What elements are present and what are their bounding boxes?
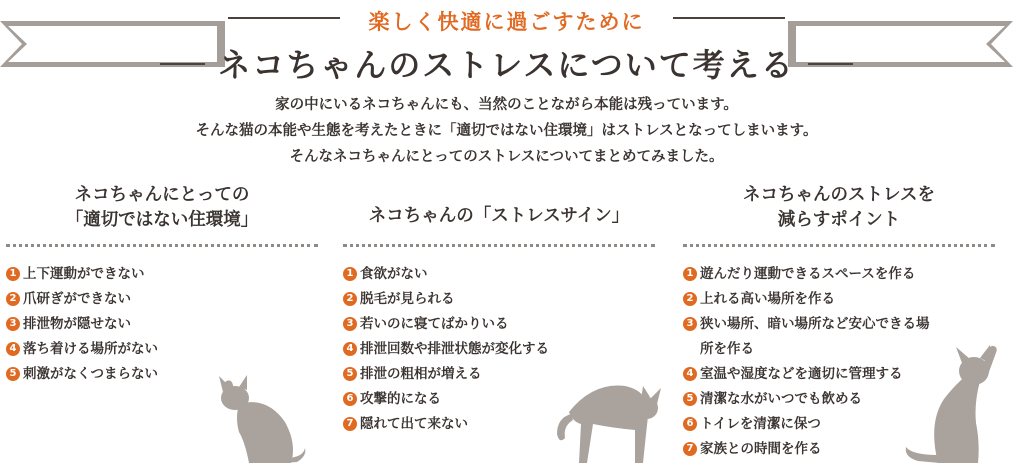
list-item [683,262,995,287]
list-item-text: 狭い場所、暗い場所など安心できる場所を作る [700,316,930,357]
column-heading [6,180,318,236]
dotted-divider [343,244,655,247]
grooming-cat-illustration [205,372,310,463]
number-badge: 2 [343,292,357,306]
column-heading-line: 「適切ではない住環境」 [65,210,259,230]
number-badge: 1 [6,267,20,281]
list-item-text: 食欲がない [360,266,428,282]
column-bad-environment [6,180,318,387]
number-badge: 2 [6,292,20,306]
number-badge: 3 [343,317,357,331]
list-item [683,287,995,312]
number-badge: 5 [6,367,20,381]
column-heading-line: ネコちゃんにとっての [74,185,250,205]
list-item [343,337,655,362]
list-item-text: 排泄物が隠せない [23,316,131,332]
arched-cat-illustration [553,378,668,463]
list [6,262,318,387]
intro-line: そんな猫の本能や生態を考えたときに「適切ではない住環境」はストレスとなってしまいます。 [195,123,818,139]
number-badge: 1 [343,267,357,281]
column-heading-line: ネコちゃんの「ストレスサイン」 [368,205,630,226]
number-badge: 4 [683,367,697,381]
list-item [343,287,655,312]
list-item-text: 家族との時間を作る [700,441,822,457]
number-badge: 3 [6,317,20,331]
list-item [343,262,655,287]
list-item [6,312,318,337]
intro-text [0,92,1013,170]
list-item [6,262,318,287]
list-item-text: 清潔な水がいつでも飲める [700,391,862,407]
list-item-text: 刺激がなくつまらない [23,366,158,382]
page-subtitle: 楽しく快適に過ごすために [368,10,645,34]
list-item-text: 脱毛が見られる [360,291,455,307]
intro-line: そんなネコちゃんにとってのストレスについてまとめてみました。 [289,149,724,165]
list-item-text: 室温や湿度などを適切に管理する [700,366,903,382]
number-badge: 5 [683,392,697,406]
number-badge: 5 [343,367,357,381]
column-heading [343,180,655,236]
list-item-text: 上れる高い場所を作る [700,291,835,307]
number-badge: 6 [683,417,697,431]
number-badge: 6 [343,392,357,406]
list-item-text: 隠れて出て来ない [360,416,468,432]
number-badge: 3 [683,317,697,331]
column-heading-line: 減らすポイント [777,210,901,230]
list-item [343,312,655,337]
number-badge: 4 [6,342,20,356]
number-badge: 7 [683,442,697,456]
list-item [6,337,318,362]
intro-line: 家の中にいるネコちゃんにも、当然のことながら本能は残っています。 [275,97,738,113]
number-badge: 7 [343,417,357,431]
list-item-text: 爪研ぎができない [23,291,131,307]
list-item-text: トイレを清潔に保つ [700,416,821,432]
list-item-text: 遊んだり運動できるスペースを作る [700,266,916,282]
dotted-divider [6,244,318,247]
list-item-text: 若いのに寝てばかりいる [360,316,509,332]
column-heading [683,180,995,236]
list-item-text: 落ち着ける場所がない [23,341,158,357]
list-item-text: 上下運動ができない [23,266,145,282]
list-item-text: 排泄の粗相が増える [360,366,482,382]
number-badge: 2 [683,292,697,306]
page-title: ネコちゃんのストレスについて考える [218,46,795,84]
dotted-divider [683,244,995,247]
number-badge: 4 [343,342,357,356]
number-badge: 1 [683,267,697,281]
list-item-text: 排泄回数や排泄状態が変化する [360,341,549,357]
list-item-text: 攻撃的になる [360,391,441,407]
playing-cat-illustration [898,343,1013,463]
column-heading-line: ネコちゃんのストレスを [743,185,935,205]
list-item [6,287,318,312]
